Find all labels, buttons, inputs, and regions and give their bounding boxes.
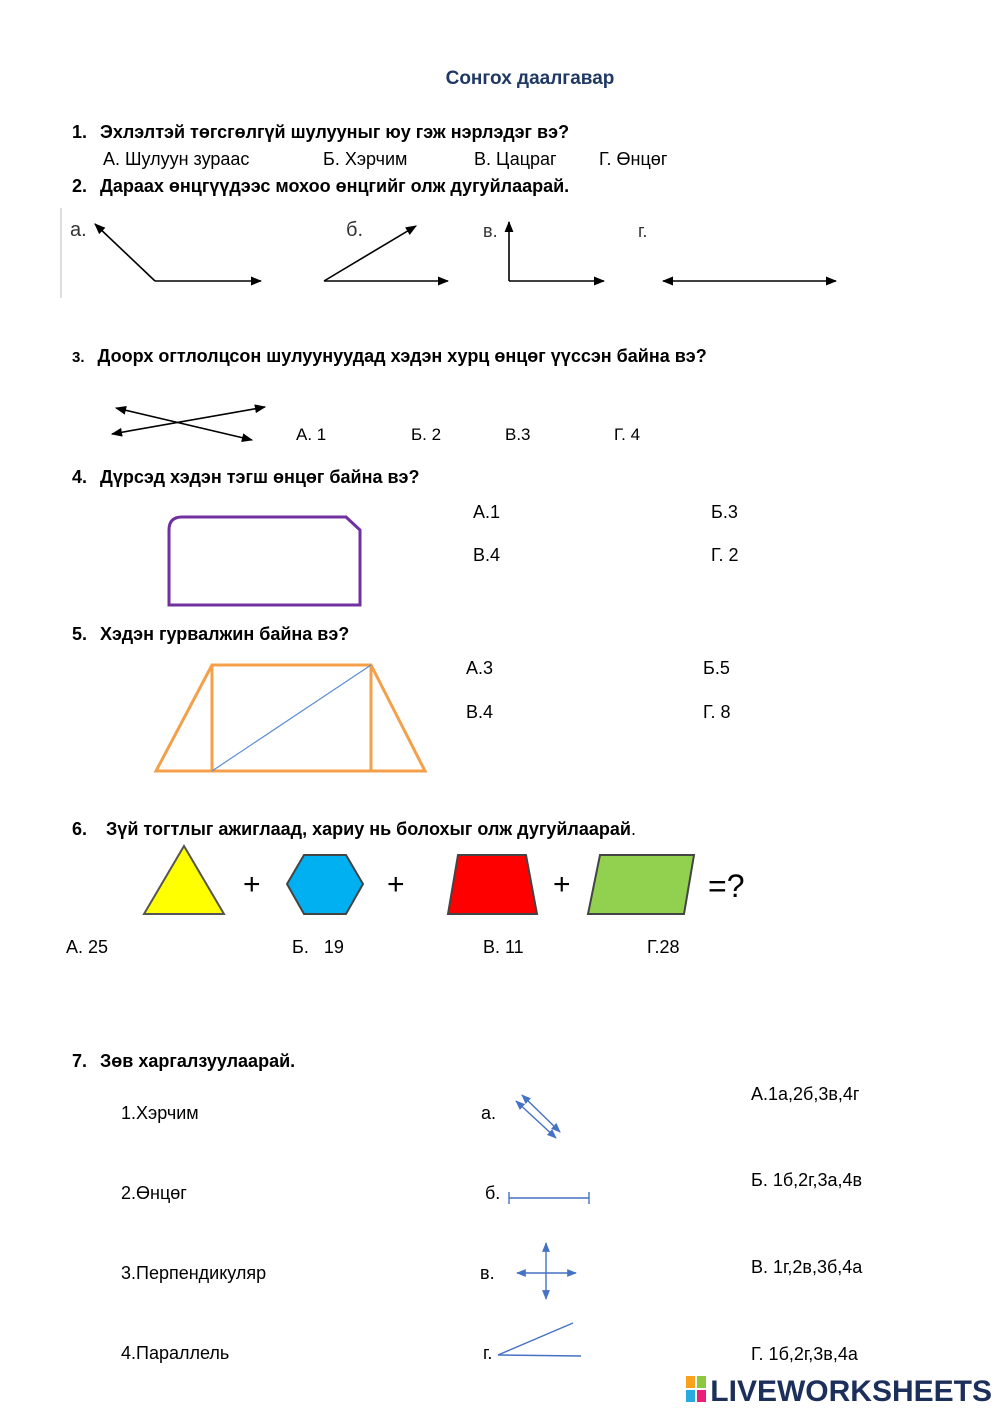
q3-option-d[interactable]: Г. 4	[614, 425, 641, 444]
q4-option-c[interactable]: В.4	[473, 545, 501, 565]
equals-question: =?	[708, 868, 745, 904]
angle-a[interactable]	[95, 224, 261, 281]
liveworksheets-logo	[686, 1375, 992, 1409]
question-6-number: 6.	[72, 819, 88, 839]
angle-c[interactable]	[509, 222, 604, 281]
question-5	[72, 624, 349, 645]
q7-item-3: 3.Перпендикуляр	[121, 1263, 267, 1283]
q7-option-d[interactable]: Г. 1б,2г,3в,4а	[751, 1344, 858, 1364]
liveworksheets-logo-text: LIVEWORKSHEETS	[710, 1375, 992, 1408]
plus-sign-3: +	[553, 868, 571, 901]
q1-option-b[interactable]: Б. Хэрчим	[323, 149, 408, 169]
trapezoid-triangles-figure	[156, 665, 425, 771]
question-6-period: .	[630, 819, 636, 839]
page-title: Сонгох даалгавар	[445, 68, 615, 89]
q7-letter-b: б.	[485, 1183, 501, 1203]
q3-option-c[interactable]: В.3	[505, 425, 531, 444]
question-7-text: Зөв харгалзуулаарай.	[100, 1051, 296, 1071]
q6-option-c[interactable]: В. 11	[483, 937, 524, 957]
question-5-number: 5.	[72, 624, 88, 644]
crossing-lines-figure	[112, 407, 265, 440]
q1-option-c[interactable]: В. Цацраг	[474, 149, 557, 169]
question-1-number: 1.	[72, 122, 88, 142]
angle-b[interactable]	[324, 226, 448, 281]
question-3-number: 3.	[72, 349, 85, 366]
q4-option-d[interactable]: Г. 2	[711, 545, 739, 565]
q7-letter-d: г.	[483, 1343, 493, 1363]
q3-option-b[interactable]: Б. 2	[411, 425, 442, 444]
question-6	[72, 819, 636, 840]
question-4-number: 4.	[72, 467, 88, 487]
q3-option-a[interactable]: А. 1	[296, 425, 327, 444]
question-3	[72, 346, 707, 367]
q7-option-a[interactable]: А.1а,2б,3в,4г	[751, 1084, 860, 1104]
green-parallelogram	[588, 855, 694, 914]
q6-option-a[interactable]: А. 25	[66, 937, 109, 957]
q7-item-1: 1.Хэрчим	[121, 1103, 199, 1123]
yellow-triangle	[144, 846, 224, 914]
question-4	[72, 467, 419, 488]
plus-sign-1: +	[243, 868, 261, 901]
q7-letter-a: а.	[481, 1103, 497, 1123]
question-7-number: 7.	[72, 1051, 88, 1071]
question-5-text: Хэдэн гурвалжин байна вэ?	[100, 624, 350, 644]
q2-label-b[interactable]: б.	[346, 219, 364, 241]
question-4-text: Дүрсэд хэдэн тэгш өнцөг байна вэ?	[100, 467, 420, 487]
q4-option-b[interactable]: Б.3	[711, 502, 738, 522]
q7-item-2: 2.Өнцөг	[121, 1183, 187, 1203]
plus-sign-2: +	[387, 868, 405, 901]
q7-option-b[interactable]: Б. 1б,2г,3а,4в	[751, 1170, 863, 1190]
q1-option-d[interactable]: Г. Өнцөг	[599, 149, 668, 169]
q5-option-a[interactable]: А.3	[466, 658, 494, 678]
q6-option-b[interactable]: Б. 19	[292, 937, 344, 957]
q6-option-d[interactable]: Г.28	[647, 937, 680, 957]
question-2-number: 2.	[72, 176, 88, 196]
question-6-text: Зүй тогтлыг ажиглаад, хариу нь болохыг олж дугуйлаарай	[106, 819, 631, 839]
q5-option-d[interactable]: Г. 8	[703, 702, 731, 722]
q7-option-c[interactable]: В. 1г,2в,3б,4а	[751, 1257, 863, 1277]
q2-label-d[interactable]: г.	[638, 221, 648, 241]
question-7	[72, 1051, 295, 1072]
q5-option-c[interactable]: В.4	[466, 702, 494, 722]
q4-option-a[interactable]: А.1	[473, 502, 501, 522]
q7-letter-c: в.	[480, 1263, 495, 1283]
question-1-text: Эхлэлтэй төгсгөлгүй шулууныг юу гэж нэрлэдэг вэ?	[100, 122, 570, 142]
question-2-text: Дараах өнцгүүдээс мохоо өнцгийг олж дугуйлаарай.	[100, 176, 570, 196]
red-trapezoid	[448, 855, 537, 914]
q2-label-c[interactable]: в.	[483, 221, 498, 241]
q5-option-b[interactable]: Б.5	[703, 658, 730, 678]
angle-icon	[498, 1323, 581, 1356]
q7-item-4: 4.Параллель	[121, 1343, 230, 1363]
rectangle-cut-corner-figure	[169, 517, 360, 605]
q2-label-a[interactable]: а.	[70, 219, 87, 241]
perpendicular-arrows-icon	[517, 1243, 576, 1299]
liveworksheets-logo-icon	[686, 1376, 708, 1404]
double-arrow-icon	[516, 1095, 560, 1138]
segment-icon	[509, 1192, 589, 1204]
question-3-text: Доорх огтлолцсон шулуунуудад хэдэн хурц өнцөг үүссэн байна вэ?	[97, 346, 707, 366]
blue-hexagon	[287, 855, 363, 914]
q1-option-a[interactable]: А. Шулуун зураас	[103, 149, 250, 169]
